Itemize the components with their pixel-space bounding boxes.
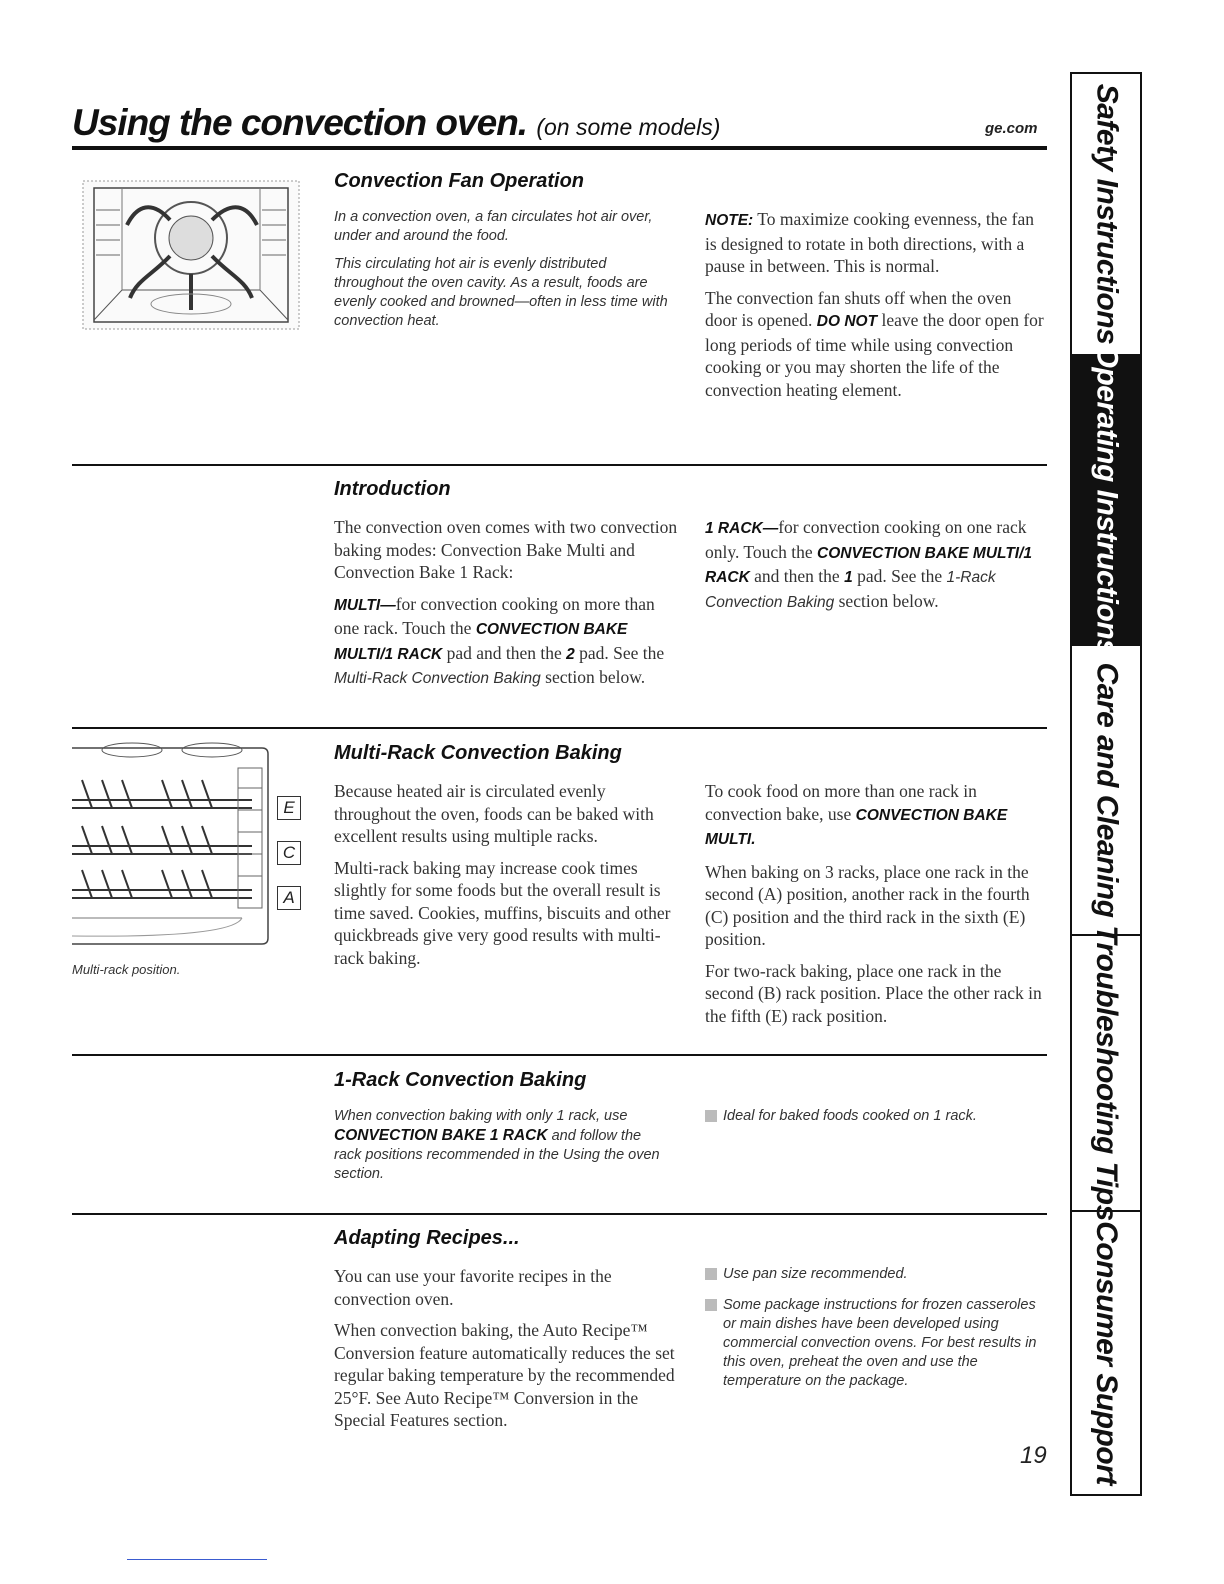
multi-label: MULTI— bbox=[334, 596, 396, 614]
one-key: CONVECTION BAKE MULTI/1 RACK bbox=[705, 544, 1033, 586]
rack-label-c: C bbox=[277, 841, 301, 865]
one-text-a: for convection cooking on one rack only. Touch the bbox=[705, 517, 1027, 562]
section-rule bbox=[72, 464, 1047, 466]
multi-ref: Multi-Rack Convection Baking bbox=[334, 670, 541, 687]
intro-left-text bbox=[334, 516, 679, 700]
fan-paragraph-2: This circulating hot air is evenly distributed throughout the oven cavity. As a result, foods are evenly cooked and browned—often in less time with convection heat. bbox=[334, 256, 668, 329]
list-item bbox=[705, 1296, 1045, 1391]
use-text: To cook food on more than one rack in convection bake, use bbox=[705, 781, 977, 824]
multi-text-c: pad. See the bbox=[579, 642, 665, 663]
bullet-square-icon bbox=[705, 1110, 717, 1122]
multi-text-b: pad and then the bbox=[446, 642, 562, 663]
multi-text-a: for convection cooking on more than one rack. Touch the bbox=[334, 593, 655, 638]
adapting-paragraph-2: When convection baking, the Auto Recipe™ Conversion feature automatically reduces the set regular baking temperature by the recommended 25°F. See Auto Recipe™ Conversion in the Special Features section. bbox=[334, 1320, 675, 1430]
tab-operating-instructions[interactable] bbox=[1072, 344, 1140, 656]
one-text-d: section below. bbox=[838, 590, 939, 611]
note-text: To maximize cooking evenness, the fan is designed to rotate in both directions, with a pause in between. This is normal. bbox=[705, 209, 1035, 276]
fan-shutoff bbox=[705, 287, 1045, 402]
tab-label: Care and Cleaning bbox=[1090, 662, 1123, 918]
tab-troubleshooting-tips[interactable] bbox=[1072, 925, 1140, 1221]
multirack-use bbox=[705, 780, 1045, 852]
site-link[interactable]: ge.com bbox=[985, 120, 1038, 137]
intro-heading: Introduction bbox=[334, 478, 451, 500]
intro-paragraph: The convection oven comes with two convection baking modes: Convection Bake Multi and Convection Bake 1 Rack: bbox=[334, 517, 678, 582]
adapting-paragraph-1: You can use your favorite recipes in the convection oven. bbox=[334, 1266, 612, 1309]
intro-one bbox=[705, 516, 1045, 614]
fan-paragraph-1: In a convection oven, a fan circulates hot air over, under and around the food. bbox=[334, 209, 653, 244]
one-text-c: pad. See the bbox=[857, 566, 943, 586]
section-tabs bbox=[1070, 72, 1142, 1496]
section-rule bbox=[72, 727, 1047, 729]
onerack-bullet-text: Ideal for baked foods cooked on 1 rack. bbox=[723, 1108, 977, 1124]
onerack-text-a: When convection baking with only 1 rack, use bbox=[334, 1108, 628, 1124]
title-text: Using the convection oven. bbox=[72, 102, 528, 143]
tab-safety-instructions[interactable] bbox=[1072, 74, 1140, 356]
onerack-bullet bbox=[705, 1107, 1045, 1126]
rack-label-e: E bbox=[277, 796, 301, 820]
bullet-square-icon bbox=[705, 1268, 717, 1280]
section-rule bbox=[72, 1213, 1047, 1215]
multirack-illustration bbox=[72, 738, 312, 953]
rack-label-a: A bbox=[277, 886, 301, 910]
multirack-three-racks: When baking on 3 racks, place one rack in the second (A) position, another rack in the fourth (C) position and the third rack in the sixth (E) position. bbox=[705, 861, 1030, 949]
adapting-bullets bbox=[705, 1265, 1045, 1391]
use-key: CONVECTION BAKE MULTI. bbox=[705, 806, 1008, 848]
intro-right-text bbox=[705, 516, 1045, 623]
fan-heading: Convection Fan Operation bbox=[334, 170, 585, 192]
one-label: 1 RACK— bbox=[705, 520, 779, 537]
tab-care-and-cleaning[interactable] bbox=[1072, 646, 1140, 936]
onerack-heading: 1-Rack Convection Baking bbox=[334, 1069, 587, 1091]
tab-label: Safety Instructions bbox=[1090, 83, 1123, 345]
bullet-text: Some package instructions for frozen casseroles or main dishes have been developed using commercial convection ovens. For best results in this oven, preheat the oven and use the temperature on the package. bbox=[723, 1297, 1037, 1389]
list-item bbox=[705, 1265, 1045, 1284]
multi-text-d: section below. bbox=[545, 667, 646, 687]
shutoff-text-b: leave the door open for long periods of time while using convection cooking or you may shorten the life of the convection heating element. bbox=[705, 310, 1044, 400]
onerack-key: CONVECTION BAKE 1 RACK bbox=[334, 1127, 548, 1144]
fan-left-text bbox=[334, 208, 674, 340]
tab-label: Consumer Support bbox=[1090, 1221, 1124, 1485]
do-not-label: DO NOT bbox=[816, 313, 878, 330]
multirack-right-text bbox=[705, 780, 1045, 1036]
intro-multi bbox=[334, 593, 679, 691]
tab-label: Troubleshooting Tips bbox=[1090, 925, 1123, 1221]
note-label: NOTE: bbox=[705, 212, 754, 229]
one-text-b: and then the bbox=[754, 566, 840, 586]
multirack-paragraph-2: Multi-rack baking may increase cook times slightly for some foods but the overall result is time saved. Cookies, muffins, biscuits and other quickbreads give very good results with multi-rack baking. bbox=[334, 857, 671, 968]
one-num: 1 bbox=[844, 569, 853, 586]
fan-illustration bbox=[82, 180, 300, 330]
fan-right-text bbox=[705, 208, 1045, 410]
multirack-heading: Multi-Rack Convection Baking bbox=[334, 742, 622, 764]
multirack-caption: Multi-rack position. bbox=[72, 962, 181, 977]
title-subtitle: (on some models) bbox=[536, 114, 721, 140]
adapting-left-text bbox=[334, 1265, 679, 1441]
header-rule bbox=[72, 146, 1047, 150]
adapting-heading: Adapting Recipes... bbox=[334, 1227, 520, 1249]
tab-label: Operating Instructions bbox=[1090, 344, 1124, 656]
one-ref: 1-Rack Convection Baking bbox=[705, 569, 996, 611]
multirack-two-racks: For two-rack baking, place one rack in the second (B) rack position. Place the other rack in the fifth (E) rack position. bbox=[705, 960, 1042, 1026]
onerack-text-b: and follow the rack positions recommended in the Using the oven section. bbox=[334, 1128, 660, 1182]
page-title bbox=[72, 102, 720, 144]
multirack-paragraph-1: Because heated air is circulated evenly throughout the oven, foods can be baked with excellent results using multiple racks. bbox=[334, 781, 654, 846]
footer-line bbox=[127, 1559, 267, 1560]
bullet-text: Use pan size recommended. bbox=[723, 1266, 908, 1282]
onerack-paragraph bbox=[334, 1107, 669, 1184]
onerack-text bbox=[334, 1107, 669, 1193]
section-rule bbox=[72, 1054, 1047, 1056]
multi-key: CONVECTION BAKE MULTI/1 RACK bbox=[334, 621, 628, 663]
tab-consumer-support[interactable] bbox=[1072, 1212, 1140, 1494]
multi-num: 2 bbox=[566, 645, 575, 663]
fan-note bbox=[705, 208, 1045, 278]
bullet-square-icon bbox=[705, 1299, 717, 1311]
page-number: 19 bbox=[1020, 1442, 1047, 1469]
shutoff-text-a: The convection fan shuts off when the oven door is opened. bbox=[705, 287, 1012, 330]
multirack-left-text bbox=[334, 780, 674, 978]
